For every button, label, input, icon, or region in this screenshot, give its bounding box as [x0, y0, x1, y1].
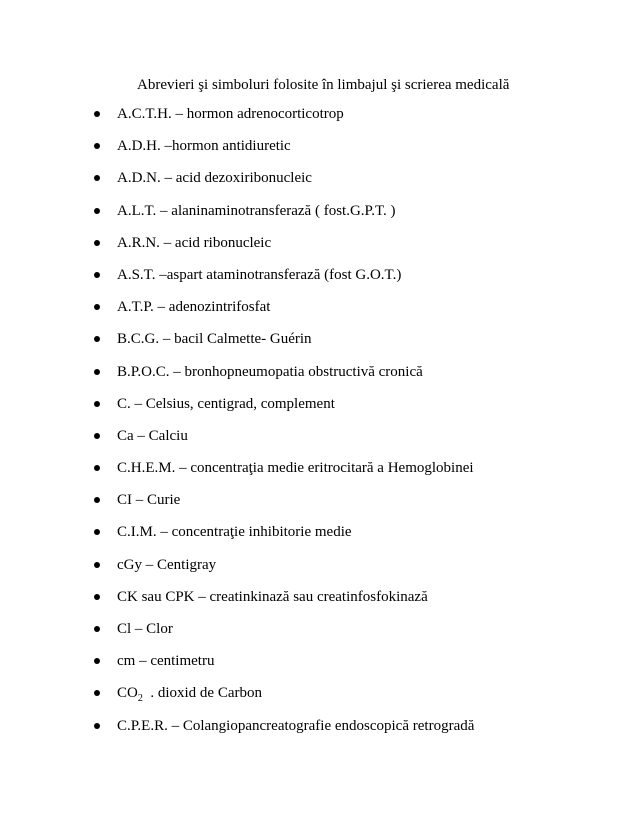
list-item-text	[117, 717, 474, 735]
list-item-text	[117, 105, 344, 123]
list-item-text	[117, 684, 262, 704]
bullet-icon	[94, 208, 100, 214]
list-item-text	[117, 266, 401, 284]
list-item-main: A.S.T. –aspart ataminotransferază (fost G.O.T.)	[117, 266, 402, 283]
list-item-text	[117, 459, 474, 477]
list-item-text	[117, 620, 173, 638]
bullet-icon	[94, 272, 100, 278]
list-item-main: cm – centimetru	[117, 653, 215, 670]
list-item-subscript: 2	[137, 693, 143, 705]
bullet-icon	[94, 594, 100, 600]
list-item-text	[117, 330, 312, 348]
list-item-main: Ca – Calciu	[117, 427, 188, 444]
list-item-main: CO	[117, 685, 138, 702]
bullet-icon	[94, 143, 100, 149]
list-item-text	[117, 588, 428, 606]
bullet-icon	[94, 304, 100, 310]
bullet-icon	[94, 690, 100, 696]
list-item-main: A.L.T. – alaninaminotransferază ( fost.G.P.T. )	[117, 202, 396, 219]
list-item-main: A.T.P. – adenozintrifosfat	[117, 299, 271, 316]
bullet-icon	[94, 336, 100, 342]
bullet-icon	[94, 529, 100, 535]
list-item-text	[117, 491, 180, 509]
bullet-icon	[94, 433, 100, 439]
list-item-main: CK sau CPK – creatinkinază sau creatinfosfokinază	[117, 588, 428, 605]
bullet-icon	[94, 658, 100, 664]
list-item-text	[117, 556, 216, 574]
bullet-icon	[94, 626, 100, 632]
bullet-icon	[94, 401, 100, 407]
list-item-main: C.I.M. – concentraţie inhibitorie medie	[117, 524, 352, 541]
list-item-main: C. – Celsius, centigrad, complement	[117, 395, 335, 412]
list-item-main: CI – Curie	[117, 492, 181, 509]
list-item-text	[117, 298, 270, 316]
list-item-main: A.C.T.H. – hormon adrenocorticotrop	[117, 106, 344, 122]
list-item-text	[117, 395, 335, 413]
list-item-text	[117, 363, 423, 381]
list-item-main: A.D.N. – acid dezoxiribonucleic	[117, 170, 312, 187]
list-item-main: B.C.G. – bacil Calmette- Guérin	[117, 331, 312, 348]
bullet-icon	[94, 562, 100, 568]
list-item-main: C.H.E.M. – concentraţia medie eritrocitară a Hemoglobinei	[117, 460, 474, 477]
list-item-text	[117, 137, 291, 155]
list-item-main: Cl – Clor	[117, 621, 173, 637]
bullet-icon	[94, 369, 100, 375]
list-item-text	[117, 523, 352, 541]
list-item-main: C.P.E.R. – Colangiopancreatografie endoscopică retrogradă	[117, 717, 475, 734]
bullet-icon	[94, 240, 100, 246]
list-item-main: cGy – Centigray	[117, 556, 217, 573]
list-item-text	[117, 427, 188, 445]
list-item-main: A.D.H. –hormon antidiuretic	[117, 138, 291, 155]
list-item-rest: . dioxid de Carbon	[142, 685, 262, 702]
bullet-icon	[94, 497, 100, 503]
bullet-icon	[94, 175, 100, 181]
list-item-text	[117, 652, 214, 670]
list-item-main: B.P.O.C. – bronhopneumopatia obstructivă cronică	[117, 363, 423, 380]
list-item-main: A.R.N. – acid ribonucleic	[117, 234, 272, 251]
bullet-icon	[94, 111, 100, 117]
list-item-text	[117, 202, 396, 220]
bullet-icon	[94, 465, 100, 471]
list-item-text	[117, 234, 271, 252]
page-title: Abrevieri şi simboluri folosite în limbajul şi scrierea medicală	[137, 77, 510, 93]
list-item-text	[117, 169, 312, 187]
bullet-icon	[94, 723, 100, 729]
